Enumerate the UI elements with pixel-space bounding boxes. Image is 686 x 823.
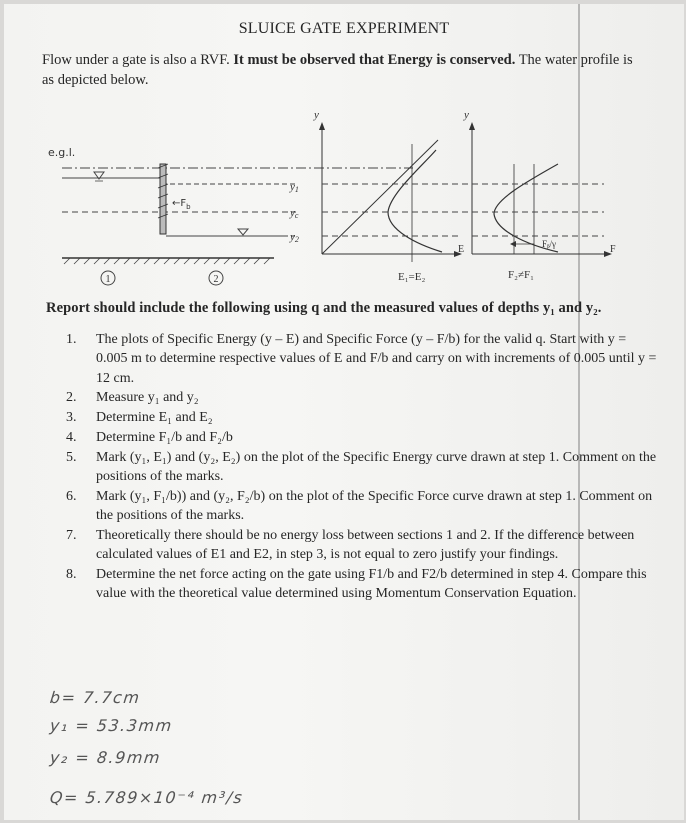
list-item: 6. Mark (y₁, F₁/b)) and (y₂, F₂/b) on the plot of the Specific Force curve drawn at step 1. Comment on the positions of the marks. (66, 488, 653, 524)
section-1-label: 1 (105, 274, 111, 285)
bed-hatching (64, 258, 270, 264)
energy-e-axis-label: E (458, 244, 465, 255)
downstream-marker-icon (238, 229, 248, 235)
force-f-axis-label: F (610, 244, 616, 255)
list-item: 2. Measure y₁ and y₂ (66, 390, 199, 406)
energy-45deg-line (322, 140, 438, 254)
e1-equals-e2-label: E₁=E₂ (398, 271, 426, 283)
list-item: 1. The plots of Specific Energy (y – E) and Specific Force (y – F/b) for the valid q. Start with y = 0.005 m to determine respective values of E and F/b and carry on with increments of 0.005 until y = 12 cm. (66, 332, 657, 386)
section-2-label: 2 (213, 274, 219, 285)
intro-text-1: Flow under a gate is also a RVF. (42, 52, 234, 68)
gate-force-label: $\leftarrow F_b$ (172, 198, 191, 211)
energy-y-axis-label: y (314, 109, 319, 121)
list-item: 5. Mark (y₁, E₁) and (y₂, E₂) on the plot of the Specific Energy curve drawn at step 1. Comment on the positions of the marks. (66, 449, 657, 485)
y2-label: y2 (290, 231, 299, 244)
list-item: 7. Theoretically there should be no energy loss between sections 1 and 2. If the difference between calculated values of E1 and E2, in step 3, is not equal to zero justify your findings. (66, 527, 635, 563)
handwritten-y2: y₂ = 8.9mm (49, 748, 163, 767)
yc-label: yc (290, 207, 299, 220)
report-items-list (66, 330, 658, 604)
y1-label: y1 (290, 181, 299, 194)
sluice-gate (160, 164, 166, 234)
list-item: 8. Determine the net force acting on the gate using F1/b and F2/b determined in step 4. Compare this value with the theoretical value determined using Momentum Conservation Equation. (66, 567, 647, 602)
list-item: 4. Determine F₁/b and F₂/b (66, 429, 233, 445)
page-title: SLUICE GATE EXPERIMENT (238, 20, 450, 37)
intro-bold-text: It must be observed that Energy is conserved. (233, 52, 516, 68)
fb-gamma-label: Fᵦ/γ (542, 239, 557, 249)
flow-profile-diagram (38, 104, 628, 294)
handwritten-q: Q= 5.789×10⁻⁴ m³/s (49, 788, 245, 807)
document-page (4, 4, 684, 820)
report-heading: Report should include the following using q and the measured values of depths y₁ and y₂. (46, 300, 602, 316)
f2-not-equal-f1-label: F₂≠F₁ (508, 269, 534, 281)
intro-paragraph (42, 50, 642, 90)
intro-text-2: The water profile is as depicted below. (42, 52, 633, 88)
force-y-axis-label: y (464, 109, 469, 121)
egl-label: e.g.l. (48, 146, 76, 159)
handwritten-y1: y₁ = 53.3mm (49, 716, 174, 735)
list-item: 3. Determine E₁ and E₂ (66, 410, 213, 426)
specific-energy-curve (388, 150, 442, 252)
handwritten-b: b= 7.7cm (49, 688, 142, 707)
